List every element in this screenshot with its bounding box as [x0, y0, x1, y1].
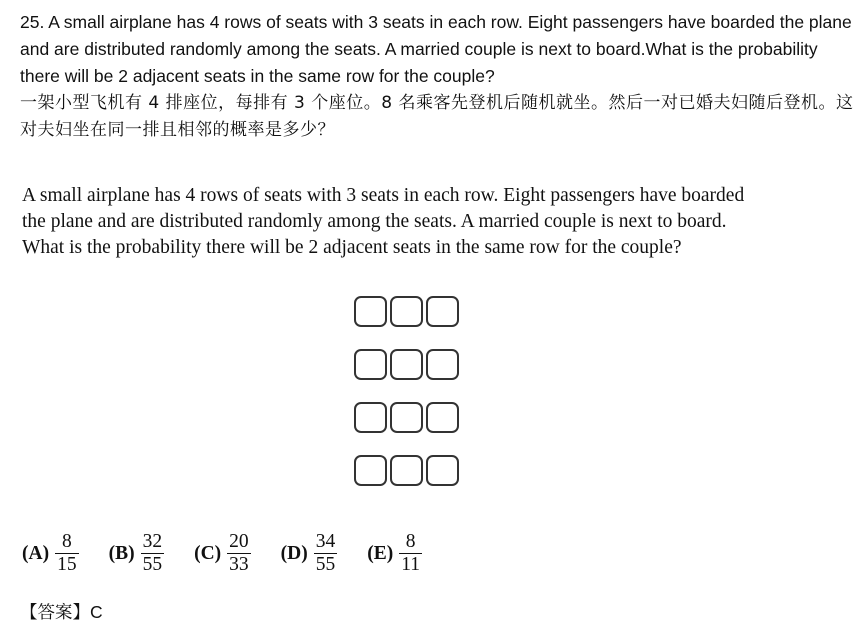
seat: [426, 349, 459, 380]
fraction-numerator: 34: [315, 531, 336, 552]
seat: [354, 402, 387, 433]
seat-row: [354, 455, 459, 486]
fraction-denominator: 15: [57, 554, 77, 575]
seat: [426, 296, 459, 327]
seat-row: [354, 349, 459, 380]
choice-fraction: [141, 531, 165, 576]
seat: [354, 349, 387, 380]
seat-diagram: [354, 296, 459, 508]
fraction-numerator: 20: [229, 531, 249, 552]
seat: [390, 455, 423, 486]
choice-fraction: [55, 531, 79, 576]
choice-letter: (A): [22, 542, 50, 564]
scan-line-1: A small airplane has 4 rows of seats with 3 seats in each row. Eight passengers have boarded: [22, 185, 745, 206]
seat: [390, 296, 423, 327]
fraction-denominator: 33: [229, 554, 249, 575]
seat-row: [354, 296, 459, 327]
scan-line-2: the plane and are distributed randomly among the seats. A married couple is next to board.: [22, 211, 727, 232]
answer-choices: [22, 531, 452, 576]
choice-letter: (C): [194, 542, 222, 564]
problem-statement: [20, 9, 855, 144]
choice-e: [367, 531, 422, 576]
choice-a: [22, 531, 79, 576]
choice-fraction: [227, 531, 251, 576]
seat: [354, 296, 387, 327]
fraction-numerator: 32: [142, 531, 163, 552]
problem-english: 25. A small airplane has 4 rows of seats with 3 seats in each row. Eight passengers have boarded the plane and are distributed randomly among the seats. A married couple is next to board.What is the probability there will be 2 adjacent seats in the same row for the couple?: [20, 12, 852, 86]
seat: [390, 402, 423, 433]
fraction-denominator: 55: [315, 554, 336, 575]
choice-b: [109, 531, 165, 576]
seat: [390, 349, 423, 380]
seat-row: [354, 402, 459, 433]
seat: [426, 455, 459, 486]
answer-label: 【答案】: [20, 603, 90, 623]
fraction-denominator: 55: [142, 554, 163, 575]
scan-line-3: What is the probability there will be 2 adjacent seats in the same row for the couple?: [22, 237, 682, 258]
choice-d: [281, 531, 338, 576]
choice-letter: (E): [367, 542, 394, 564]
choice-fraction: [314, 531, 338, 576]
problem-chinese: 一架小型飞机有 4 排座位，每排有 3 个座位。8 名乘客先登机后随机就坐。然后一对已婚夫妇随后登机。这对夫妇坐在同一排且相邻的概率是多少？: [20, 93, 854, 140]
choice-letter: (B): [108, 542, 135, 564]
fraction-numerator: 8: [405, 531, 416, 552]
answer-value: C: [90, 602, 103, 622]
fraction-numerator: 8: [61, 531, 72, 552]
answer-line: [20, 599, 103, 626]
seat: [426, 402, 459, 433]
seat: [354, 455, 387, 486]
fraction-denominator: 11: [401, 554, 421, 575]
choice-fraction: [399, 531, 422, 576]
scanned-problem: [22, 183, 842, 261]
choice-letter: (D): [280, 542, 308, 564]
choice-c: [194, 531, 251, 576]
